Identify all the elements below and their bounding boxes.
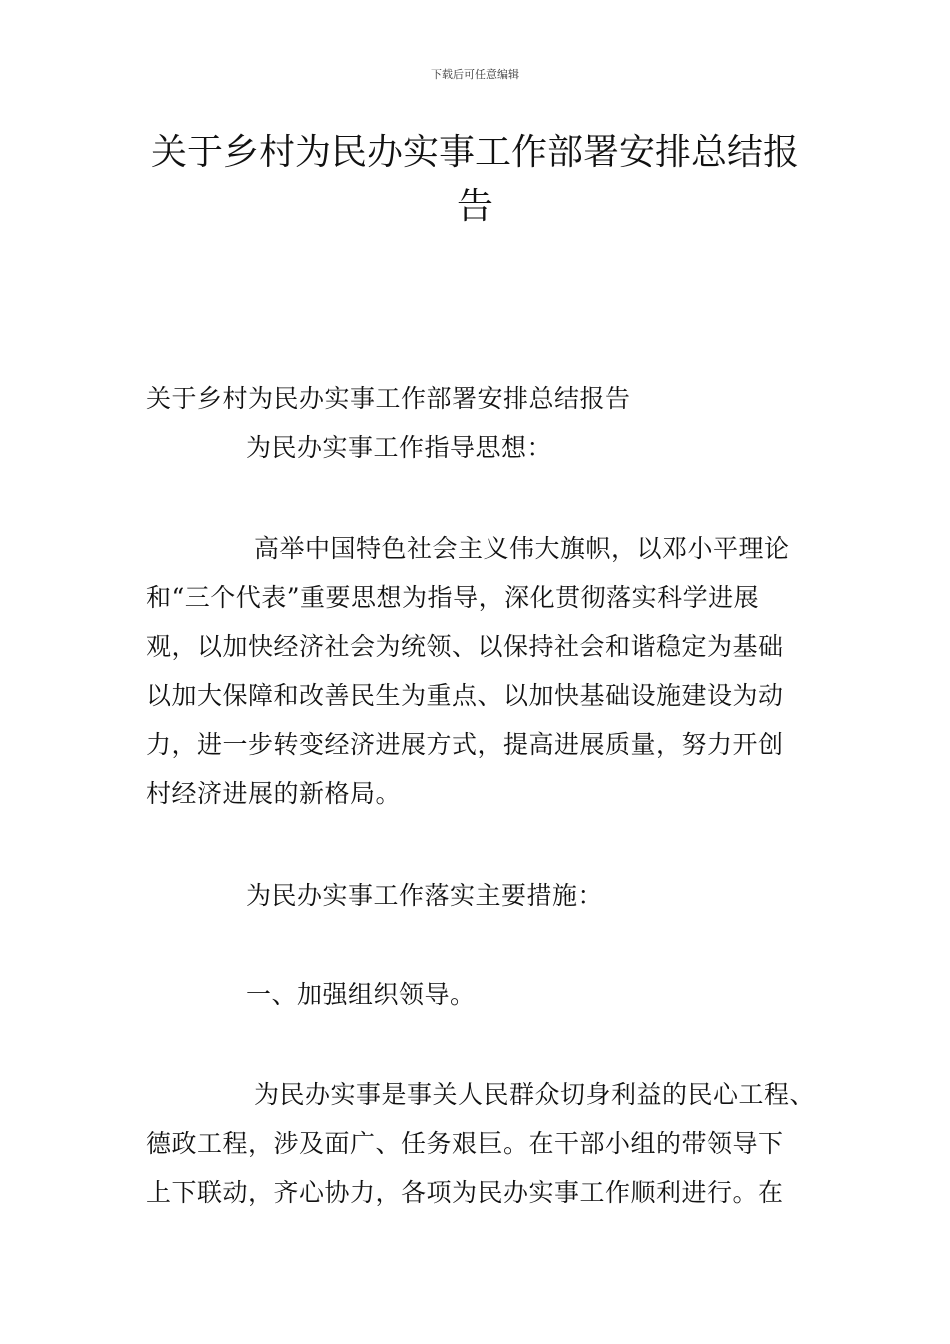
subtitle-block [146,374,836,472]
title-line-2: 告 [456,186,493,227]
item-heading-strengthen-leadership: 一、加强组织领导。 [246,980,476,1009]
section-heading-guiding-ideology: 为民办实事工作指导思想： [246,433,553,462]
paragraph-line: 以加大保障和改善民生为重点、以加快基础设施建设为动 [146,681,784,710]
paragraph-leadership [146,1070,836,1217]
paragraph-line: 和“三个代表”重要思想为指导，深化贯彻落实科学进展 [146,583,760,612]
section-heading-block [146,871,836,920]
paragraph-line: 德政工程，涉及面广、任务艰巨。在干部小组的带领导下 [146,1129,784,1158]
paragraph-line: 上下联动，齐心协力，各项为民办实事工作顺利进行。在 [146,1178,784,1207]
item-heading-block [146,970,836,1019]
paragraph-line: 力，进一步转变经济进展方式，提高进展质量，努力开创 [146,730,784,759]
paragraph-line: 高举中国特色社会主义伟大旗帜，以邓小平理论 [254,534,790,563]
paragraph-line: 为民办实事是事关人民群众切身利益的民心工程、 [254,1080,816,1109]
section-heading-main-measures: 为民办实事工作落实主要措施： [246,881,604,910]
paragraph-guiding-ideology [146,524,836,818]
document-title [140,126,810,234]
paragraph-line: 观，以加快经济社会为统领、以保持社会和谐稳定为基础 [146,632,784,661]
subtitle: 关于乡村为民办实事工作部署安排总结报告 [146,384,631,413]
title-line-1: 关于乡村为民办实事工作部署安排总结报 [150,132,799,173]
paragraph-line: 村经济进展的新格局。 [146,779,402,808]
header-note: 下载后可任意编辑 [431,68,519,81]
